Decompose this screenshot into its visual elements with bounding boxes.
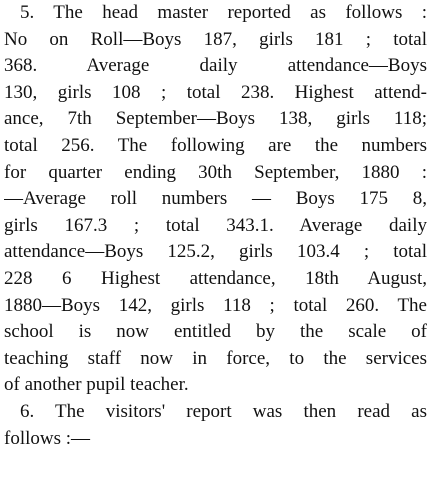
text-line: teaching staff now in force, to the services (4, 347, 427, 369)
paragraph-head-master-report (4, 0, 427, 399)
text-line: 368. Average daily attendance—Boys (4, 55, 427, 77)
text-line: attendance—Boys 125.2, girls 103.4 ; total (4, 241, 427, 263)
text-line: 1880—Boys 142, girls 118 ; total 260. The (4, 294, 427, 316)
text-line: 6. The visitors' report was then read as (20, 400, 427, 422)
text-line: 228 6 Highest attendance, 18th August, (4, 267, 427, 289)
text-line: No on Roll—Boys 187, girls 181 ; total (4, 28, 427, 50)
text-line: 5. The head master reported as follows : (20, 2, 427, 23)
text-line: school is now entitled by the scale of (4, 321, 427, 343)
text-line: 130, girls 108 ; total 238. Highest attend- (4, 81, 427, 103)
text-line: for quarter ending 30th September, 1880 : (4, 161, 427, 183)
text-line: of another pupil teacher. (4, 374, 189, 396)
text-line: ance, 7th September—Boys 138, girls 118; (4, 108, 427, 130)
text-line: total 256. The following are the numbers (4, 134, 427, 156)
text-line: follows :— (4, 427, 91, 449)
text-line: girls 167.3 ; total 343.1. Average daily (4, 214, 427, 236)
text-line: —Average roll numbers — Boys 175 8, (4, 188, 427, 210)
paragraph-visitors-report (4, 399, 427, 452)
